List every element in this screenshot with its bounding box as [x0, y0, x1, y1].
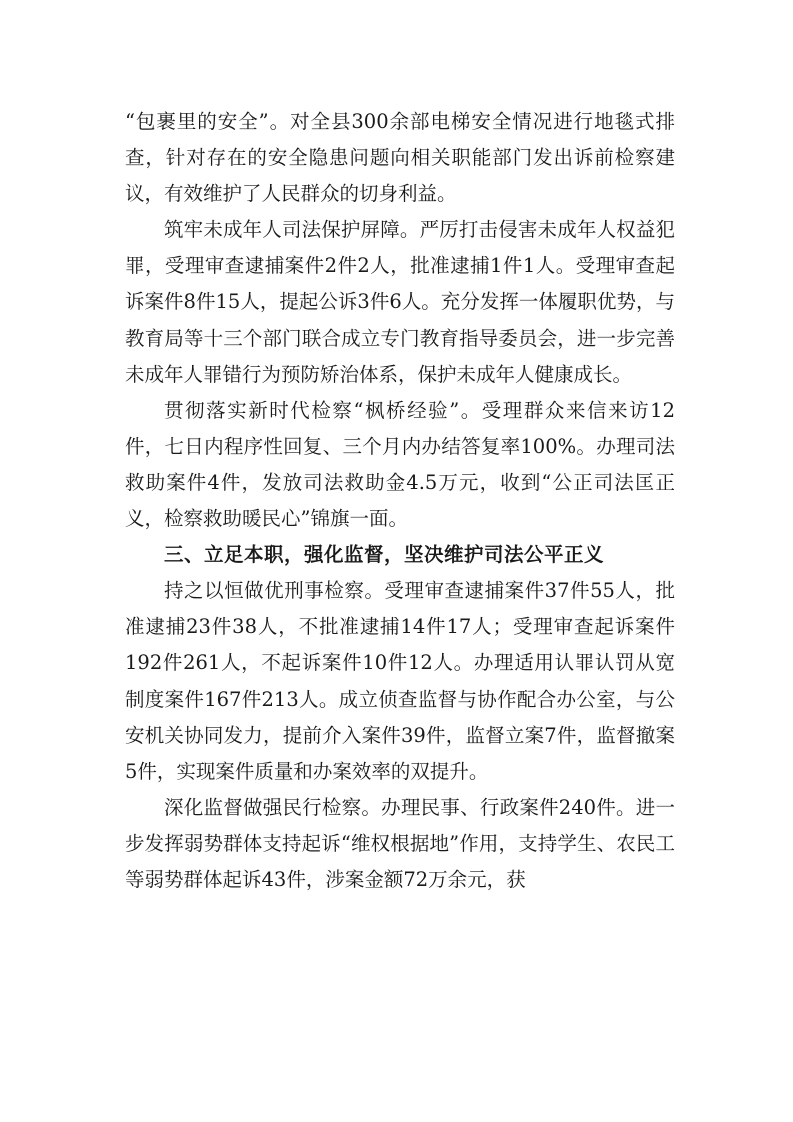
section-heading: 三、立足本职，强化监督，坚决维护司法公平正义	[164, 543, 605, 567]
paragraph-fengqiao-experience: 贯彻落实新时代检察“枫桥经验”。受理群众来信来访12件，七日内程序性回复、三个月内办结答复率100%。办理司法救助案件4件，发放司法救助金4.5万元，收到“公正司法匡正义，检察救助暖民心”锦旗一面。	[125, 398, 675, 531]
paragraph-continued: “包裹里的安全”。对全县300余部电梯安全情况进行地毯式排查，针对存在的安全隐患问题向相关职能部门发出诉前检察建议，有效维护了人民群众的切身利益。	[125, 110, 675, 206]
document-body	[125, 104, 675, 898]
paragraph-civil-administrative: 深化监督做强民行检察。办理民事、行政案件240件。进一步发挥弱势群体支持起诉“维权根据地”作用，支持学生、农民工等弱势群体起诉43件，涉案金额72万余元，获	[125, 795, 675, 891]
paragraph-minor-protection: 筑牢未成年人司法保护屏障。严厉打击侵害未成年人权益犯罪，受理审查逮捕案件2件2人，批准逮捕1件1人。受理审查起诉案件8件15人，提起公诉3件6人。充分发挥一体履职优势，与教育局等十三个部门联合成立专门教育指导委员会，进一步完善未成年人罪错行为预防矫治体系，保护未成年人健康成长。	[125, 218, 675, 386]
paragraph-criminal-procuratorate: 持之以恒做优刑事检察。受理审查逮捕案件37件55人，批准逮捕23件38人，不批准逮捕14件17人；受理审查起诉案件192件261人，不起诉案件10件12人。办理适用认罪认罚从宽制度案件167件213人。成立侦查监督与协作配合办公室，与公安机关协同发力，提前介入案件39件，监督立案7件，监督撤案5件，实现案件质量和办案效率的双提升。	[125, 579, 675, 783]
